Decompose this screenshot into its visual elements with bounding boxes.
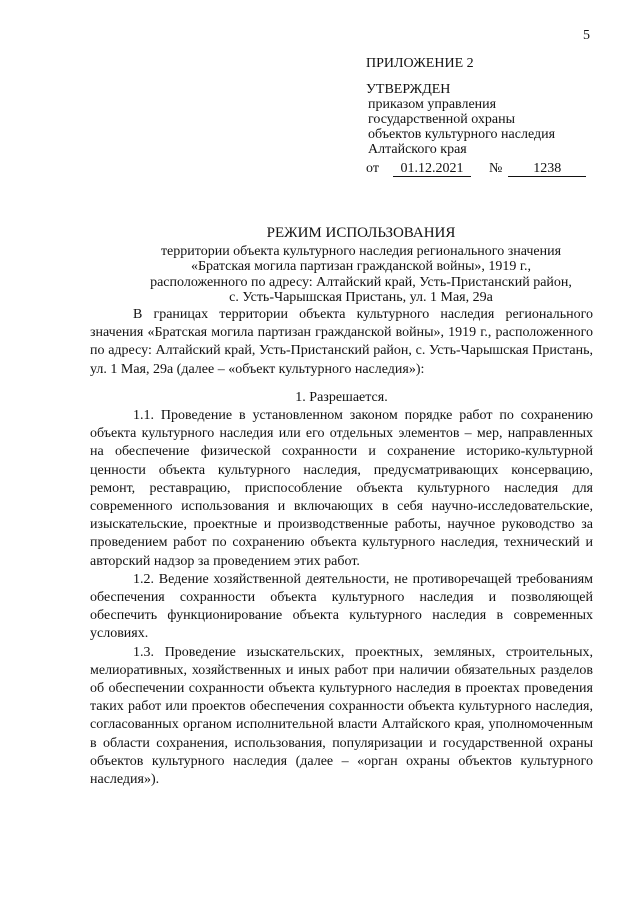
item-1-2: 1.2. Ведение хозяйственной деятельности, не противоречащей требованиям обеспечения сохранности объекта культурного наследия и позволяющей обеспечить функционирование объекта культурного наследия в современных условиях. [90,571,593,642]
page-number: 5 [583,28,590,43]
title-line: территории объекта культурного наследия регионального значения [160,243,562,259]
approval-line: приказом управления [368,97,497,112]
from-label: от [366,161,379,176]
order-date: 01.12.2021 [393,162,471,177]
order-number: 1238 [508,162,586,177]
intro-paragraph: В границах территории объекта культурного наследия регионального значения «Братская могила партизан гражданской войны», 1919 г., расположенного по адресу: Алтайский край, Усть-Пристанский район, с. Усть-Чарышская Пристань, ул. 1 Мая, 29а (далее – «объект культурного наследия»): [90,307,593,377]
approval-block [366,56,586,177]
appendix-label: ПРИЛОЖЕНИЕ 2 [366,56,474,71]
title-line: расположенного по адресу: Алтайский край, Усть-Пристанский район, [150,274,572,290]
document-title [96,226,626,306]
approval-line: государственной охраны [368,112,516,127]
section-heading: 1. Разрешается. [295,389,388,405]
document-body [90,306,593,789]
item-1-1: 1.1. Проведение в установленном законом порядке работ по сохранению объекта культурного наследия или его отдельных элементов – мер, направленных на обеспечение физической сохранности и сохранение историко-культурной ценности объекта культурного наследия, предусматривающих консервацию, ремонт, реставрацию, приспособление объекта культурного наследия для современного использования и включающих в себя научно-исследовательские, изыскательские, проектные и производственные работы, научное руководство за проведением работ по сохранению объекта культурного наследия, технический и авторский надзор за проведением этих работ. [90,408,593,569]
title-heading: РЕЖИМ ИСПОЛЬЗОВАНИЯ [266,225,456,241]
approval-line: Алтайского края [368,142,467,157]
approval-line: объектов культурного наследия [368,127,556,142]
approved-label: УТВЕРЖДЕН [366,82,451,97]
title-line: с. Усть-Чарышская Пристань, ул. 1 Мая, 29а [229,290,493,305]
order-date-line [366,161,586,177]
number-sign: № [488,161,503,176]
item-1-3: 1.3. Проведение изыскательских, проектных, земляных, строительных, мелиоративных, хозяйственных и иных работ при наличии обязательных разделов об обеспечении сохранности объекта культурного наследия в проектах проведения таких работ или проектов обеспечения сохранности объекта культурного наследия, согласованных органом исполнительной власти Алтайского края, уполномоченным в области сохранения, использования, популяризации и государственной охраны объектов культурного наследия (далее – «орган охраны объектов культурного наследия»). [90,644,593,788]
title-line: «Братская могила партизан гражданской войны», 1919 г., [190,259,532,274]
